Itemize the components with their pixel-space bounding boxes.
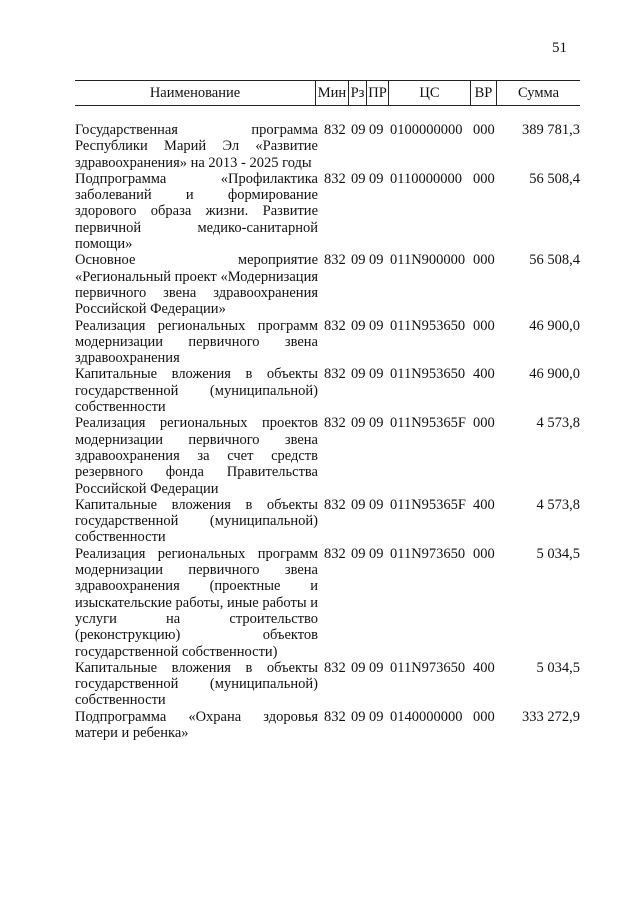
row-sum: 4 573,8: [536, 415, 580, 432]
row-pr: 09: [369, 317, 384, 334]
row-rz: 09: [351, 708, 366, 725]
row-rz: 09: [351, 496, 366, 513]
row-name: Капитальные вложения в объекты государственной (муниципальной) собственности: [75, 366, 318, 416]
row-cs: 0140000000: [390, 708, 463, 725]
table-row: [75, 709, 580, 742]
row-cs: 011N95365F: [390, 415, 466, 432]
row-name: Капитальные вложения в объекты государственной (муниципальной) собственности: [75, 496, 318, 546]
row-vr: 000: [473, 252, 495, 269]
row-sum: 4 573,8: [536, 496, 580, 513]
row-rz: 09: [351, 317, 366, 334]
row-cs: 011N900000: [390, 252, 466, 269]
table-row: [75, 171, 580, 252]
header-min: Мин: [315, 81, 348, 105]
table-row: [75, 122, 580, 171]
row-rz: 09: [351, 545, 366, 562]
row-min: 832: [324, 659, 346, 676]
row-pr: 09: [369, 708, 384, 725]
row-min: 832: [324, 317, 346, 334]
header-cs: ЦС: [388, 81, 470, 105]
row-cs: 011N95365F: [390, 496, 466, 513]
header-vr: ВР: [470, 81, 496, 105]
row-min: 832: [324, 708, 346, 725]
table-body: [75, 122, 580, 741]
row-name: Подпрограмма «Охрана здоровья матери и ребенка»: [75, 708, 318, 741]
row-min: 832: [324, 252, 346, 269]
row-pr: 09: [369, 252, 384, 269]
row-pr: 09: [369, 496, 384, 513]
row-pr: 09: [369, 659, 384, 676]
row-vr: 000: [473, 122, 495, 138]
table-row: [75, 497, 580, 546]
header-pr: ПР: [366, 81, 388, 105]
row-sum: 389 781,3: [522, 122, 580, 138]
row-name: Реализация региональных программ модернизации первичного звена здравоохранения (проектные и изыскательские работы, иные работы и услуги на строительство (реконструкцию) объектов государственной собственности): [75, 545, 318, 660]
row-sum: 333 272,9: [522, 708, 580, 725]
row-rz: 09: [351, 252, 366, 269]
table-header: [75, 80, 580, 106]
table-row: [75, 660, 580, 709]
row-vr: 000: [473, 317, 495, 334]
row-cs: 011N973650: [390, 545, 466, 562]
row-sum: 46 900,0: [529, 317, 580, 334]
row-pr: 09: [369, 545, 384, 562]
header-name: Наименование: [149, 85, 241, 101]
row-cs: 0100000000: [390, 122, 463, 138]
row-min: 832: [324, 170, 346, 187]
row-vr: 400: [473, 366, 495, 383]
row-vr: 000: [473, 545, 495, 562]
row-vr: 000: [473, 170, 495, 187]
row-name: Государственная программа Республики Марий Эл «Развитие здравоохранения» на 2013 - 2025 годы: [75, 122, 318, 171]
row-min: 832: [324, 545, 346, 562]
row-vr: 000: [473, 415, 495, 432]
page-number: 51: [552, 40, 567, 56]
row-min: 832: [324, 496, 346, 513]
row-sum: 46 900,0: [529, 366, 580, 383]
row-cs: 0110000000: [390, 170, 462, 187]
table-row: [75, 366, 580, 415]
row-vr: 400: [473, 496, 495, 513]
row-name: Реализация региональных программ модернизации первичного звена здравоохранения: [75, 317, 318, 367]
row-rz: 09: [351, 170, 366, 187]
row-rz: 09: [351, 659, 366, 676]
row-name: Основное мероприятие «Региональный проект «Модернизация первичного звена здравоохранения Российской Федерации»: [75, 252, 318, 318]
row-rz: 09: [351, 415, 366, 432]
row-name: Капитальные вложения в объекты государственной (муниципальной) собственности: [75, 659, 318, 709]
row-min: 832: [324, 415, 346, 432]
row-sum: 5 034,5: [536, 545, 580, 562]
row-rz: 09: [351, 366, 366, 383]
row-sum: 56 508,4: [529, 170, 580, 187]
header-sum: Сумма: [496, 81, 580, 105]
table-row: [75, 252, 580, 317]
row-name: Реализация региональных проектов модернизации первичного звена здравоохранения за счет средств резервного фонда Правительства Российской Федерации: [75, 415, 318, 497]
table-row: [75, 415, 580, 496]
row-rz: 09: [351, 122, 366, 138]
row-sum: 56 508,4: [529, 252, 580, 269]
header-rz: Рз: [348, 81, 366, 105]
row-cs: 011N953650: [390, 317, 466, 334]
row-pr: 09: [369, 122, 384, 138]
row-min: 832: [324, 366, 346, 383]
row-sum: 5 034,5: [536, 659, 580, 676]
row-pr: 09: [369, 366, 384, 383]
row-cs: 011N953650: [390, 366, 466, 383]
table-row: [75, 318, 580, 367]
row-vr: 000: [473, 708, 495, 725]
row-vr: 400: [473, 659, 495, 676]
row-name: Подпрограмма «Профилактика заболеваний и формирование здорового образа жизни. Развитие первичной медико-санитарной помощи»: [75, 170, 318, 253]
row-pr: 09: [369, 170, 384, 187]
row-min: 832: [324, 122, 346, 138]
table-row: [75, 546, 580, 660]
row-cs: 011N973650: [390, 659, 466, 676]
row-pr: 09: [369, 415, 384, 432]
